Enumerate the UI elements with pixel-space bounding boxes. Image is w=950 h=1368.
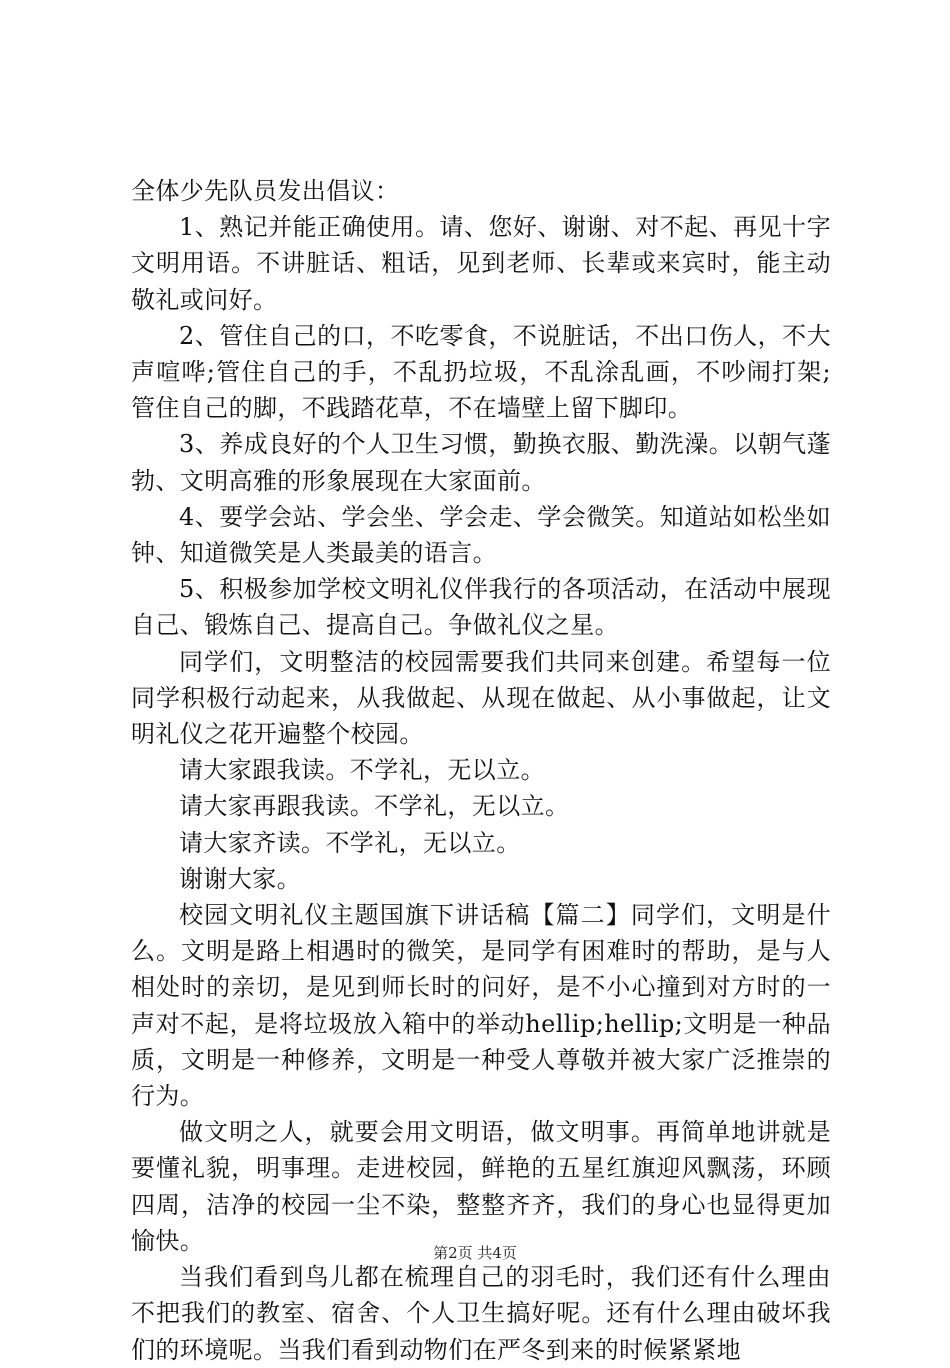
paragraph-appeal: 同学们，文明整洁的校园需要我们共同来创建。希望每一位同学积极行动起来，从我做起、从现在做起、从小事做起，让文明礼仪之花开遍整个校园。	[131, 647, 831, 749]
paragraph-item-1: 1、熟记并能正确使用。请、您好、谢谢、对不起、再见十字文明用语。不讲脏话、粗话，见到老师、长辈或来宾时，能主动敬礼或问好。	[131, 213, 831, 314]
paragraph-item-3: 3、养成良好的个人卫生习惯，勤换衣服、勤洗澡。以朝气蓬勃、文明高雅的形象展现在大家面前。	[131, 430, 831, 495]
paragraph-read-3: 请大家齐读。不学礼，无以立。	[179, 828, 521, 857]
paragraph-item-4: 4、要学会站、学会坐、学会走、学会微笑。知道站如松坐如钟、知道微笑是人类最美的语言。	[131, 502, 831, 568]
paragraph-birds: 当我们看到鸟儿都在梳理自己的羽毛时，我们还有什么理由不把我们的教室、宿舍、个人卫生搞好呢。还有什么理由破坏我们的环境呢。当我们看到动物们在严冬到来的时候紧紧地	[131, 1263, 831, 1364]
paragraph-read-2: 请大家再跟我读。不学礼，无以立。	[179, 792, 570, 821]
document-body	[131, 173, 831, 1368]
page-footer: 第2页 共4页	[433, 1244, 517, 1262]
paragraph-thanks: 谢谢大家。	[179, 864, 301, 893]
paragraph-read-1: 请大家跟我读。不学礼，无以立。	[179, 756, 545, 785]
paragraph-part-two: 校园文明礼仪主题国旗下讲话稿【篇二】同学们，文明是什么。文明是路上相遇时的微笑，是同学有困难时的帮助，是与人相处时的亲切，是见到师长时的问好，是不小心撞到对方时的一声对不起，是将垃圾放入箱中的举动hellip;hellip;文明是一种品质，文明是一种修养，文明是一种受人尊敬并被大家广泛推崇的行为。	[131, 901, 831, 1111]
paragraph-item-5: 5、积极参加学校文明礼仪伴我行的各项活动，在活动中展现自己、锻炼自己、提高自己。争做礼仪之星。	[131, 575, 831, 640]
paragraph-item-2: 2、管住自己的口，不吃零食，不说脏话，不出口伤人，不大声喧哗;管住自己的手，不乱扔垃圾，不乱涂乱画，不吵闹打架;管住自己的脚，不践踏花草，不在墙壁上留下脚印。	[131, 321, 831, 423]
paragraph-intro: 全体少先队员发出倡议：	[131, 177, 400, 205]
paragraph-civilized-person: 做文明之人，就要会用文明语，做文明事。再简单地讲就是要懂礼貌，明事理。走进校园，鲜艳的五星红旗迎风飘荡，环顾四周，洁净的校园一尘不染，整整齐齐，我们的身心也显得更加愉快。	[131, 1118, 831, 1255]
